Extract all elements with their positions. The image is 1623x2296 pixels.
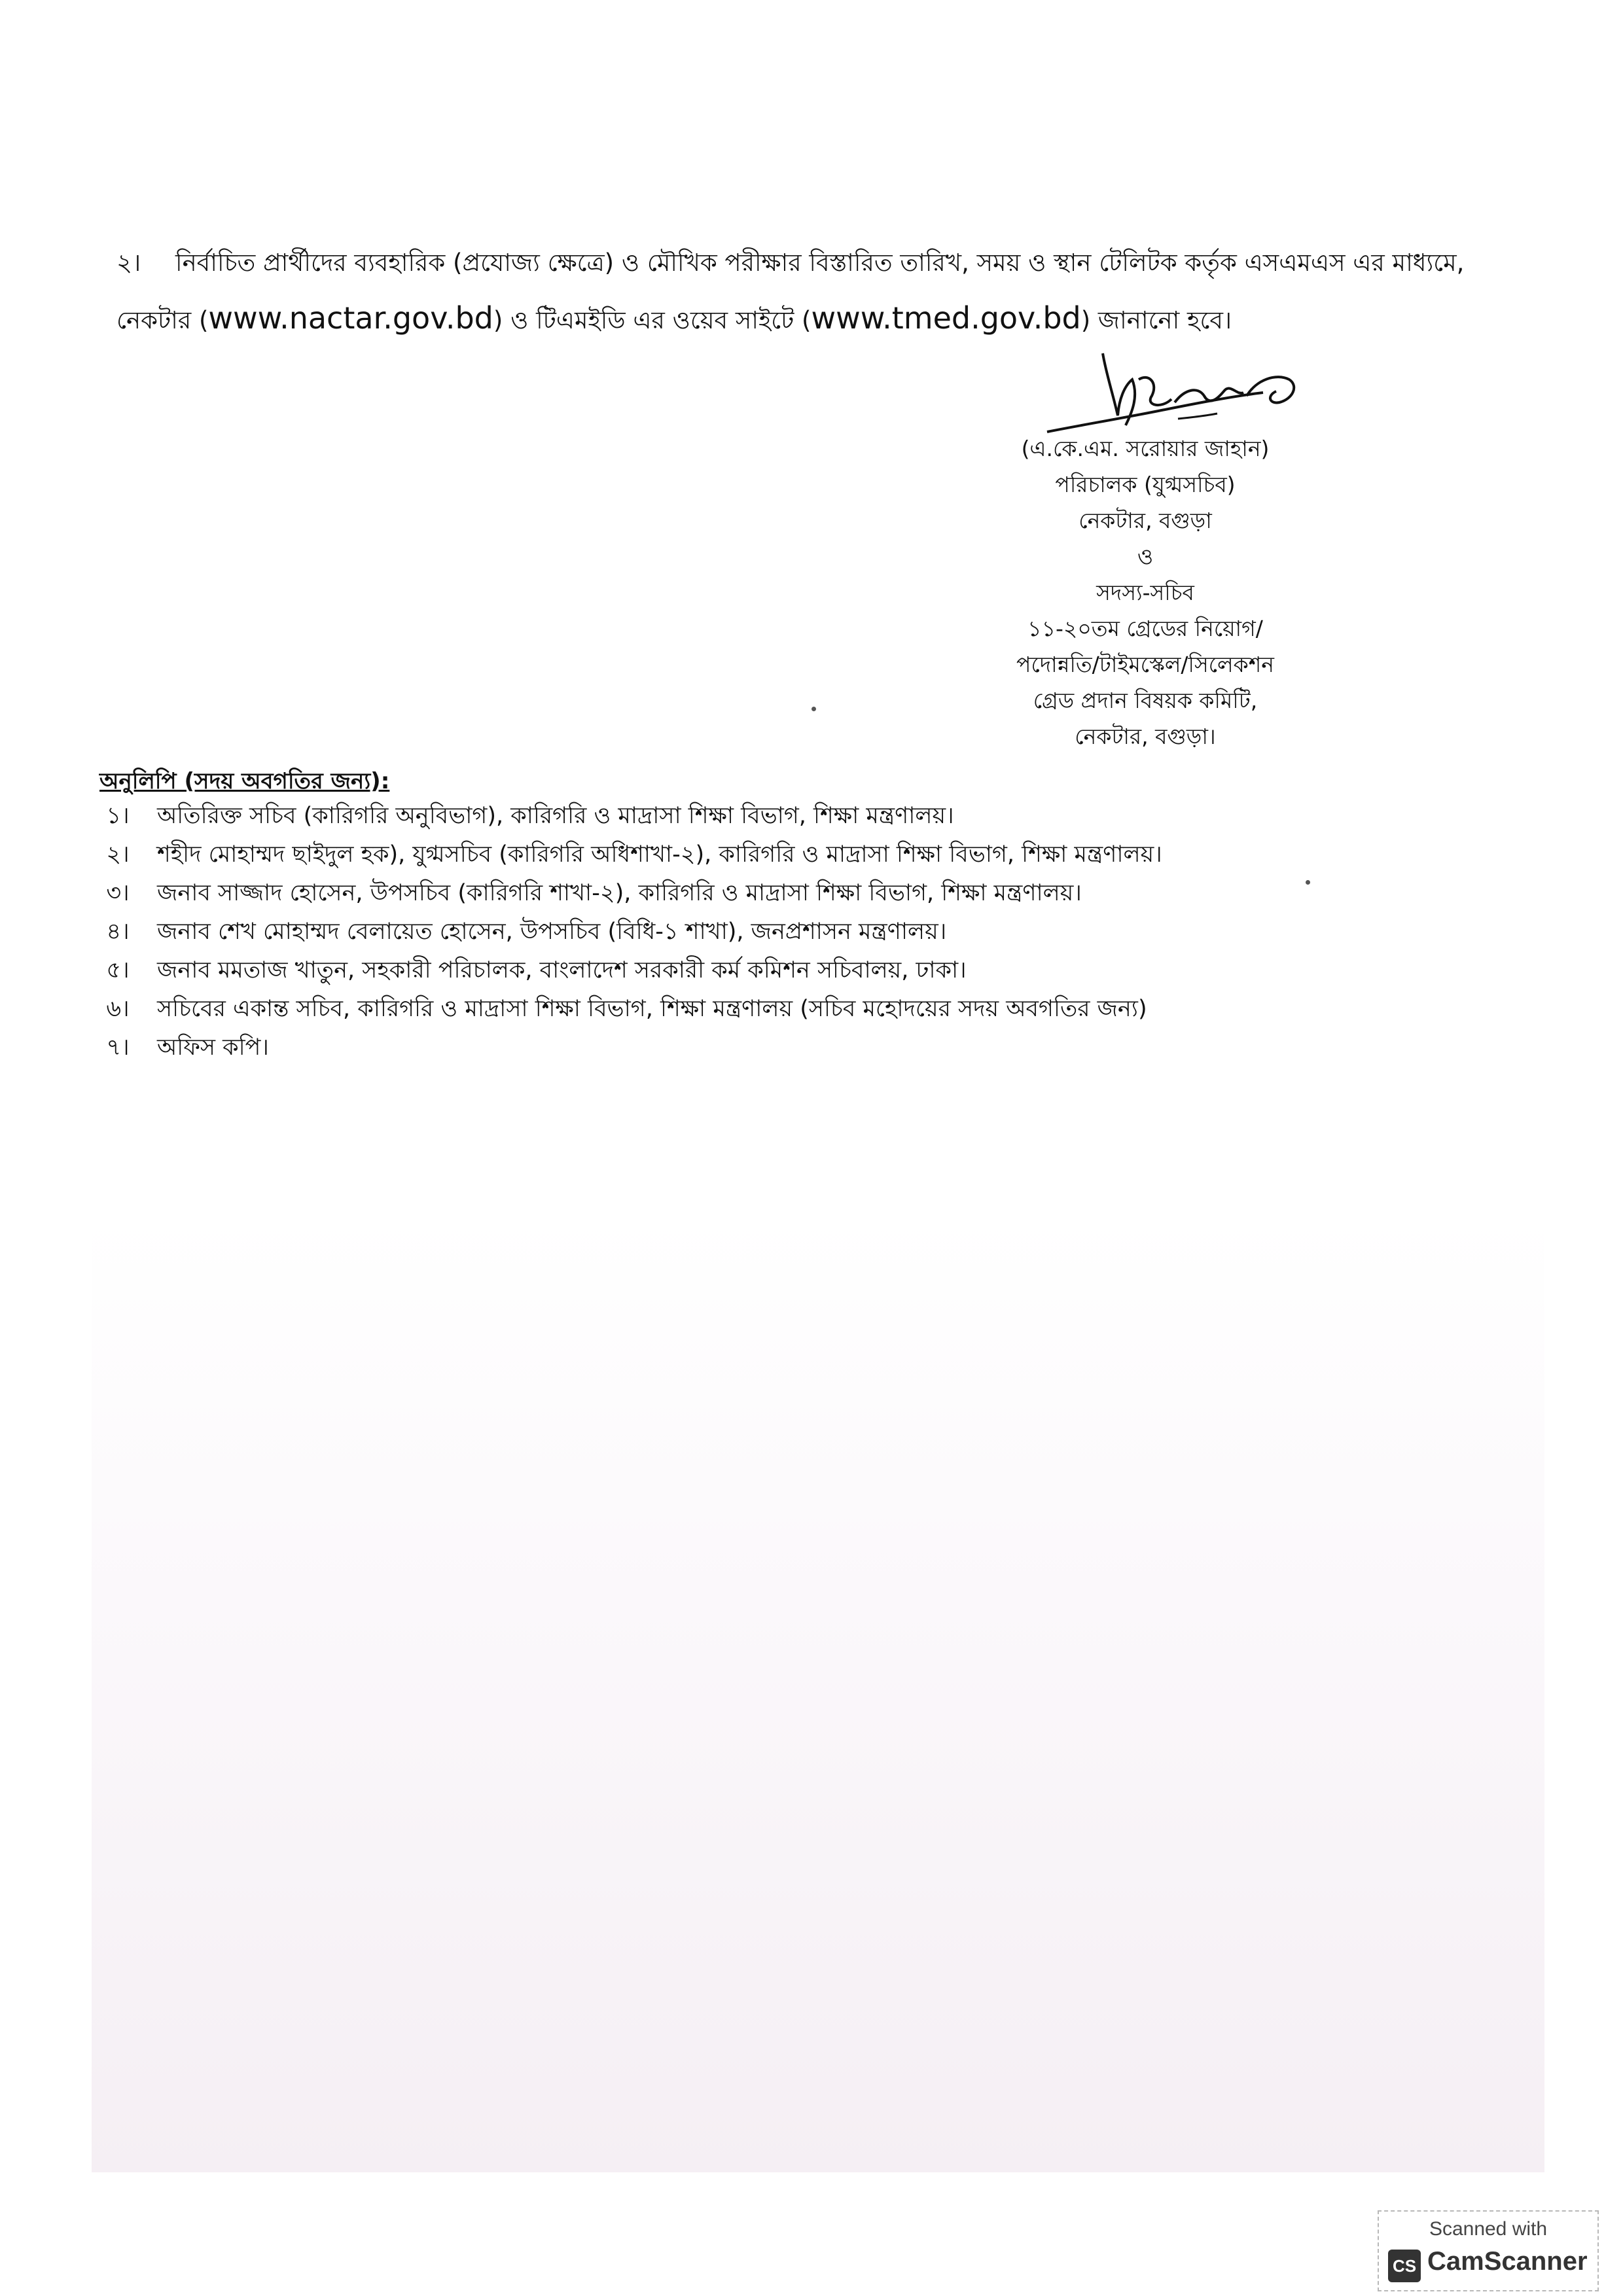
list-item [79, 951, 1453, 990]
copies-heading: অনুলিপি (সদয় অবগতির জন্য): [99, 768, 390, 794]
list-item [79, 913, 1453, 951]
list-item-text: জনাব সাজ্জাদ হোসেন, উপসচিব (কারিগরি শাখা-২), কারিগরি ও মাদ্রাসা শিক্ষা বিভাগ, শিক্ষা মন্ত্রণালয়। [157, 880, 1082, 906]
scan-speck [812, 707, 816, 711]
copies-list [79, 797, 1453, 1067]
list-item [79, 990, 1453, 1029]
committee-line-1: ১১-২০তম গ্রেডের নিয়োগ/ [1027, 616, 1263, 641]
list-item-number: ৭। [106, 1034, 130, 1061]
page-background [92, 1217, 1544, 2172]
list-item [79, 1029, 1453, 1067]
list-item-text: অফিস কপি। [157, 1034, 269, 1061]
list-item-number: ১। [106, 803, 130, 829]
list-item-text: শহীদ মোহাম্মদ ছাইদুল হক), যুগ্মসচিব (কারিগরি অধিশাখা-২), কারিগরি ও মাদ্রাসা শিক্ষা বিভাগ, শিক্ষা মন্ত্রণালয়। [157, 841, 1162, 868]
committee-line-2: পদোন্নতি/টাইমস্কেল/সিলেকশন [1016, 652, 1274, 677]
handwritten-signature [1041, 334, 1315, 445]
camscanner-logo-icon: CS [1388, 2250, 1421, 2282]
signatory-office: নেকটার, বগুড়া [1079, 508, 1212, 533]
list-item-number: ৬। [106, 996, 130, 1022]
list-item-text: জনাব শেখ মোহাম্মদ বেলায়েত হোসেন, উপসচিব (বিধি-১ শাখা), জনপ্রশাসন মন্ত্রণালয়। [157, 919, 947, 945]
scan-speck [1306, 880, 1310, 885]
list-item-text: অতিরিক্ত সচিব (কারিগরি অনুবিভাগ), কারিগরি ও মাদ্রাসা শিক্ষা বিভাগ, শিক্ষা মন্ত্রণালয়। [157, 803, 954, 829]
nactar-url: www.nactar.gov.bd [208, 300, 493, 336]
badge-caption: Scanned with [1429, 2218, 1548, 2240]
paragraph-number: ২। [116, 249, 141, 277]
signatory-designation: পরিচালক (যুগ্মসচিব) [1055, 472, 1236, 497]
signatory-block [916, 431, 1374, 754]
paragraph-text-2: ) ও টিএমইডি এর ওয়েব সাইটে ( [493, 306, 812, 334]
camscanner-badge [1378, 2210, 1599, 2291]
tmed-url: www.tmed.gov.bd [811, 300, 1081, 336]
list-item-number: ৩। [106, 880, 130, 906]
list-item-text: জনাব মমতাজ খাতুন, সহকারী পরিচালক, বাংলাদেশ সরকারী কর্ম কমিশন সচিবালয়, ঢাকা। [157, 957, 967, 983]
list-item-number: ২। [106, 841, 130, 868]
signatory-conjunction: ও [1137, 544, 1154, 569]
list-item [79, 874, 1453, 913]
committee-line-3: গ্রেড প্রদান বিষয়ক কমিটি, [1033, 688, 1258, 713]
list-item [79, 797, 1453, 836]
list-item-number: ৫। [106, 957, 130, 983]
list-item [79, 836, 1453, 874]
paragraph-text-3: ) জানানো হবে। [1080, 306, 1232, 334]
signatory-name: (এ.কে.এম. সরোয়ার জাহান) [1021, 436, 1270, 461]
committee-line-4: নেকটার, বগুড়া। [1075, 724, 1216, 749]
list-item-text: সচিবের একান্ত সচিব, কারিগরি ও মাদ্রাসা শিক্ষা বিভাগ, শিক্ষা মন্ত্রণালয় (সচিব মহোদয়ের সদয় অবগতির জন্য) [157, 996, 1147, 1022]
badge-brand: CamScanner [1427, 2247, 1588, 2276]
signatory-role: সদস্য-সচিব [1096, 580, 1194, 605]
notice-paragraph [116, 236, 1504, 348]
paragraph-text-1: নির্বাচিত প্রার্থীদের ব্যবহারিক (প্রযোজ্য ক্ষেত্রে) ও মৌখিক পরীক্ষার বিস্তারিত তারিখ, সময় ও স্থান টেলিটক কর্তৃক এসএমএস এর মাধ্যমে, নেকটার ( [116, 249, 1465, 334]
list-item-number: ৪। [106, 919, 130, 945]
